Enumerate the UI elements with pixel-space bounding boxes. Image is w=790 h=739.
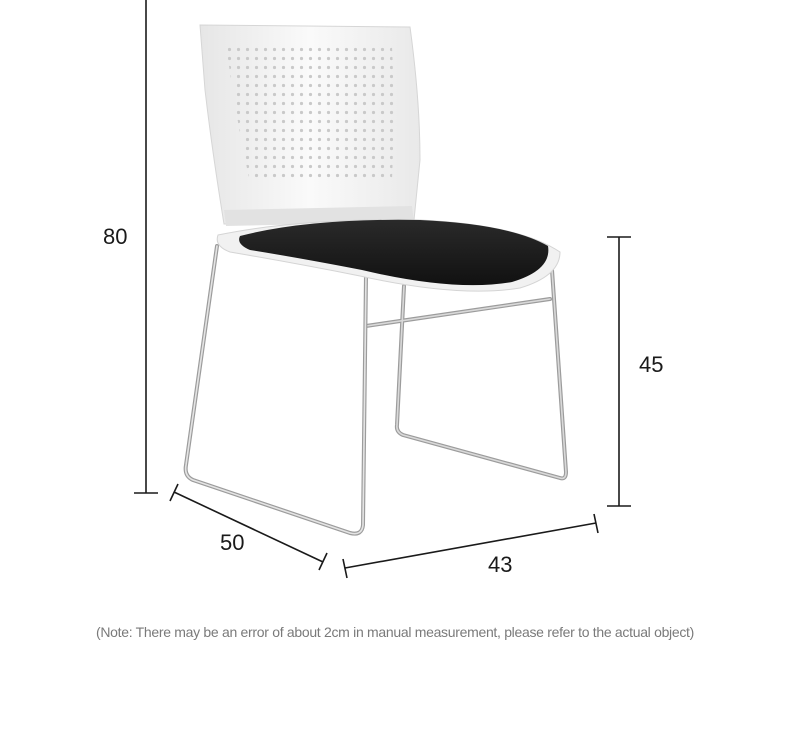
chair-backrest [200,25,420,226]
total-height-label: 80 [103,224,128,249]
depth-line [174,492,323,562]
seat-height-label: 45 [639,352,664,377]
width-label: 43 [488,552,513,577]
measurement-note: (Note: There may be an error of about 2cm in manual measurement, please refer to the actual object) [95,624,695,640]
width-line [345,523,596,568]
seat-cushion [239,220,548,285]
chair-seat [217,220,560,291]
depth-label: 50 [220,530,245,555]
